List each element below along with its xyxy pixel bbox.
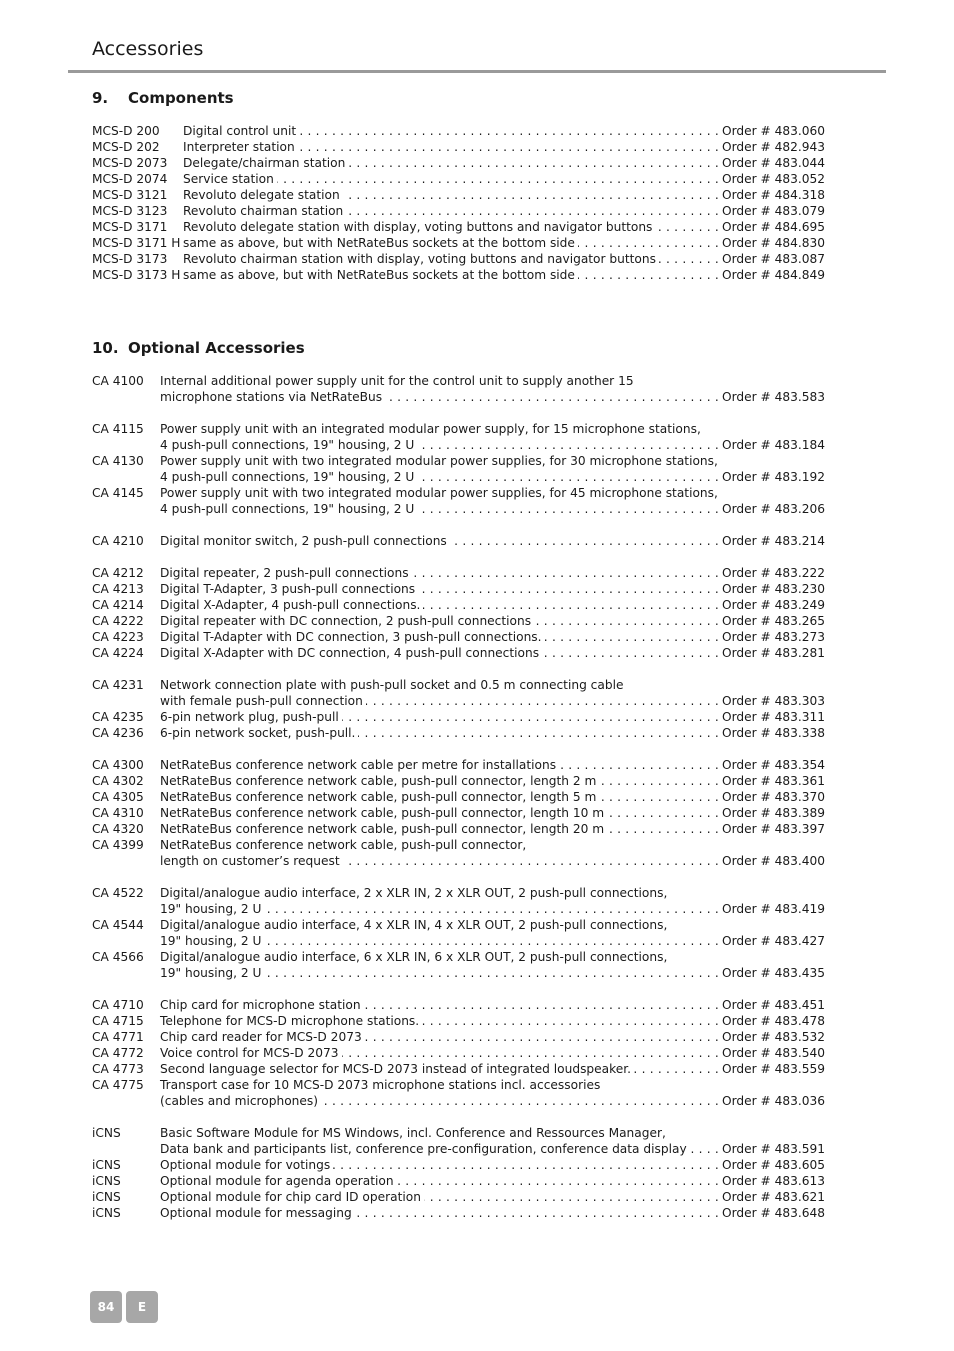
item-code: CA 4302 — [92, 774, 144, 788]
item-description: NetRateBus conference network cable, push-pull connector, length 10 m — [160, 806, 605, 820]
order-number: Order # 483.370 — [722, 790, 825, 804]
dot-leader — [264, 965, 719, 981]
dot-leader — [364, 997, 719, 1013]
order-number: Order # 484.849 — [722, 268, 825, 282]
group-spacer — [92, 869, 825, 885]
item-code: CA 4772 — [92, 1046, 144, 1060]
order-number: Order # 483.532 — [722, 1030, 825, 1044]
order-number: Order # 483.427 — [722, 934, 825, 948]
dot-leader — [655, 219, 719, 235]
list-item — [92, 203, 825, 219]
section-number: 9. — [92, 89, 109, 107]
list-item — [92, 421, 825, 453]
item-code: CA 4235 — [92, 710, 144, 724]
group-spacer — [92, 661, 825, 677]
list-item — [92, 1077, 825, 1109]
list-item — [92, 155, 825, 171]
order-number: Order # 483.583 — [722, 390, 825, 404]
item-code: MCS-D 2074 — [92, 172, 168, 186]
order-number: Order # 483.192 — [722, 470, 825, 484]
dot-leader — [385, 389, 719, 405]
optional-accessories-list — [92, 373, 825, 1221]
group-spacer — [92, 405, 825, 421]
item-description: Optional module for messaging — [160, 1206, 352, 1220]
list-item — [92, 1189, 825, 1205]
list-item — [92, 709, 825, 725]
item-description: 4 push-pull connections, 19" housing, 2 U — [160, 470, 415, 484]
item-description: Network connection plate with push-pull socket and 0.5 m connecting cable — [160, 678, 624, 692]
item-code: CA 4775 — [92, 1078, 144, 1092]
item-code: MCS-D 200 — [92, 124, 160, 138]
components-heading — [92, 89, 234, 107]
order-number: Order # 483.605 — [722, 1158, 825, 1172]
item-description: Digital control unit — [183, 124, 297, 138]
list-item — [92, 171, 825, 187]
list-item — [92, 949, 825, 981]
dot-leader — [634, 1061, 719, 1077]
dot-leader — [342, 709, 719, 725]
dot-leader — [417, 469, 719, 485]
item-description: Digital T-Adapter with DC connection, 3 push-pull connections. — [160, 630, 542, 644]
list-item — [92, 219, 825, 235]
order-number: Order # 483.206 — [722, 502, 825, 516]
item-code: CA 4710 — [92, 998, 144, 1012]
dot-leader — [607, 821, 719, 837]
list-item — [92, 1173, 825, 1189]
order-number: Order # 483.648 — [722, 1206, 825, 1220]
dot-leader — [355, 1205, 719, 1221]
list-item — [92, 917, 825, 949]
group-spacer — [92, 981, 825, 997]
item-description: length on customer’s request — [160, 854, 340, 868]
dot-leader — [264, 933, 719, 949]
item-description: 4 push-pull connections, 19" housing, 2 U — [160, 438, 415, 452]
dot-leader — [534, 613, 719, 629]
item-code: MCS-D 3121 — [92, 188, 168, 202]
item-description: same as above, but with NetRateBus sockets at the bottom side — [183, 236, 575, 250]
list-item — [92, 789, 825, 805]
order-number: Order # 484.830 — [722, 236, 825, 250]
item-code: MCS-D 3123 — [92, 204, 168, 218]
group-spacer — [92, 517, 825, 533]
item-description: Voice control for MCS-D 2073 — [160, 1046, 339, 1060]
order-number: Order # 483.230 — [722, 582, 825, 596]
list-item — [92, 1061, 825, 1077]
list-item — [92, 251, 825, 267]
section-title: Components — [128, 89, 234, 107]
list-item — [92, 187, 825, 203]
item-description: NetRateBus conference network cable, push-pull connector, length 2 m — [160, 774, 597, 788]
item-description: Digital X-Adapter with DC connection, 4 push-pull connections — [160, 646, 540, 660]
list-item — [92, 645, 825, 661]
item-code: CA 4399 — [92, 838, 144, 852]
list-item — [92, 757, 825, 773]
list-item — [92, 267, 825, 283]
dot-leader — [333, 1157, 719, 1173]
optional-accessories-heading — [92, 339, 305, 357]
group-spacer — [92, 549, 825, 565]
item-code: MCS-D 3173 H — [92, 268, 181, 282]
order-number: Order # 483.400 — [722, 854, 825, 868]
list-item — [92, 1157, 825, 1173]
dot-leader — [422, 1013, 719, 1029]
item-description: microphone stations via NetRateBus — [160, 390, 383, 404]
item-code: CA 4310 — [92, 806, 144, 820]
item-description: Internal additional power supply unit for the control unit to supply another 15 — [160, 374, 634, 388]
order-number: Order # 483.389 — [722, 806, 825, 820]
list-item — [92, 1045, 825, 1061]
dot-leader — [321, 1093, 719, 1109]
dot-leader — [578, 267, 719, 283]
list-item — [92, 613, 825, 629]
item-description: Power supply unit with two integrated modular power supplies, for 30 microphone stations, — [160, 454, 718, 468]
order-number: Order # 483.060 — [722, 124, 825, 138]
list-item — [92, 1205, 825, 1221]
order-number: Order # 483.052 — [722, 172, 825, 186]
item-description: NetRateBus conference network cable, push-pull connector, length 20 m — [160, 822, 605, 836]
item-description: Telephone for MCS-D microphone stations. — [160, 1014, 420, 1028]
order-number: Order # 483.044 — [722, 156, 825, 170]
order-number: Order # 483.451 — [722, 998, 825, 1012]
dot-leader — [599, 789, 719, 805]
order-number: Order # 483.338 — [722, 726, 825, 740]
item-description: Optional module for chip card ID operation — [160, 1190, 421, 1204]
item-code: CA 4130 — [92, 454, 144, 468]
item-code: CA 4320 — [92, 822, 144, 836]
list-item — [92, 565, 825, 581]
dot-leader — [299, 123, 719, 139]
item-description: Revoluto delegate station with display, voting buttons and navigator buttons — [183, 220, 653, 234]
item-code: CA 4771 — [92, 1030, 144, 1044]
order-number: Order # 483.354 — [722, 758, 825, 772]
item-description: 19" housing, 2 U — [160, 934, 262, 948]
item-code: CA 4222 — [92, 614, 144, 628]
order-number: Order # 483.540 — [722, 1046, 825, 1060]
dot-leader — [450, 533, 719, 549]
group-spacer — [92, 1109, 825, 1125]
list-item — [92, 123, 825, 139]
dot-leader — [417, 437, 719, 453]
item-description: Digital repeater with DC connection, 2 push-pull connections — [160, 614, 532, 628]
item-description: Optional module for votings — [160, 1158, 331, 1172]
order-number: Order # 483.087 — [722, 252, 825, 266]
item-description: Digital T-Adapter, 3 push-pull connections — [160, 582, 416, 596]
dot-leader — [423, 597, 719, 613]
item-code: MCS-D 3171 H — [92, 236, 181, 250]
dot-leader — [607, 805, 719, 821]
item-description: (cables and microphones) — [160, 1094, 318, 1108]
order-number: Order # 483.222 — [722, 566, 825, 580]
item-code: CA 4223 — [92, 630, 144, 644]
item-description: Service station — [183, 172, 274, 186]
order-number: Order # 483.184 — [722, 438, 825, 452]
header-divider — [68, 70, 886, 73]
item-code: CA 4213 — [92, 582, 144, 596]
components-list — [92, 123, 825, 283]
order-number: Order # 484.318 — [722, 188, 825, 202]
item-code: iCNS — [92, 1190, 121, 1204]
dot-leader — [277, 171, 719, 187]
order-number: Order # 483.249 — [722, 598, 825, 612]
list-item — [92, 373, 825, 405]
order-number: Order # 483.265 — [722, 614, 825, 628]
dot-leader — [348, 155, 719, 171]
dot-leader — [412, 565, 719, 581]
item-code: CA 4224 — [92, 646, 144, 660]
order-number: Order # 483.419 — [722, 902, 825, 916]
dot-leader — [264, 901, 719, 917]
item-code: MCS-D 2073 — [92, 156, 168, 170]
list-item — [92, 1029, 825, 1045]
item-description: Power supply unit with two integrated modular power supplies, for 45 microphone stations, — [160, 486, 718, 500]
dot-leader — [343, 187, 719, 203]
item-code: CA 4212 — [92, 566, 144, 580]
dot-leader — [298, 139, 719, 155]
list-item — [92, 805, 825, 821]
item-description: 19" housing, 2 U — [160, 902, 262, 916]
item-code: iCNS — [92, 1174, 121, 1188]
item-code: iCNS — [92, 1206, 121, 1220]
list-item — [92, 677, 825, 709]
item-code: CA 4715 — [92, 1014, 144, 1028]
dot-leader — [365, 1029, 719, 1045]
order-number: Order # 483.079 — [722, 204, 825, 218]
item-code: CA 4300 — [92, 758, 144, 772]
item-code: CA 4115 — [92, 422, 144, 436]
list-item — [92, 629, 825, 645]
item-code: CA 4236 — [92, 726, 144, 740]
item-code: CA 4145 — [92, 486, 144, 500]
item-code: CA 4773 — [92, 1062, 144, 1076]
section-number: 10. — [92, 339, 119, 357]
dot-leader — [578, 235, 719, 251]
item-code: iCNS — [92, 1158, 121, 1172]
list-item — [92, 597, 825, 613]
order-number: Order # 484.695 — [722, 220, 825, 234]
dot-leader — [418, 581, 719, 597]
item-description: 4 push-pull connections, 19" housing, 2 U — [160, 502, 415, 516]
item-description: NetRateBus conference network cable, push-pull connector, — [160, 838, 527, 852]
item-code: iCNS — [92, 1126, 121, 1140]
list-item — [92, 773, 825, 789]
item-description: Revoluto chairman station with display, voting buttons and navigator buttons — [183, 252, 656, 266]
order-number: Order # 483.361 — [722, 774, 825, 788]
page-header-title: Accessories — [92, 38, 204, 60]
language-badge: E — [126, 1291, 158, 1323]
item-description: Revoluto delegate station — [183, 188, 340, 202]
list-item — [92, 581, 825, 597]
order-number: Order # 483.273 — [722, 630, 825, 644]
item-description: Digital X-Adapter, 4 push-pull connections. — [160, 598, 421, 612]
order-number: Order # 483.397 — [722, 822, 825, 836]
list-item — [92, 997, 825, 1013]
item-description: Digital repeater, 2 push-pull connections — [160, 566, 409, 580]
item-code: CA 4305 — [92, 790, 144, 804]
item-code: CA 4566 — [92, 950, 144, 964]
item-description: NetRateBus conference network cable, push-pull connector, length 5 m — [160, 790, 597, 804]
list-item — [92, 821, 825, 837]
list-item — [92, 725, 825, 741]
item-description: 19" housing, 2 U — [160, 966, 262, 980]
list-item — [92, 1125, 825, 1157]
order-number: Order # 483.036 — [722, 1094, 825, 1108]
list-item — [92, 485, 825, 517]
order-number: Order # 483.281 — [722, 646, 825, 660]
list-item — [92, 139, 825, 155]
list-item — [92, 885, 825, 917]
dot-leader — [545, 629, 719, 645]
section-title: Optional Accessories — [128, 339, 305, 357]
order-number: Order # 483.435 — [722, 966, 825, 980]
dot-leader — [343, 853, 719, 869]
item-description: Basic Software Module for MS Windows, incl. Conference and Ressources Manager, — [160, 1126, 666, 1140]
item-description: Digital monitor switch, 2 push-pull connections — [160, 534, 447, 548]
order-number: Order # 483.478 — [722, 1014, 825, 1028]
dot-leader — [542, 645, 719, 661]
page-number-badge: 84 — [90, 1291, 122, 1323]
order-number: Order # 483.591 — [722, 1142, 825, 1156]
item-description: NetRateBus conference network cable per metre for installations — [160, 758, 557, 772]
item-description: same as above, but with NetRateBus sockets at the bottom side — [183, 268, 575, 282]
item-description: Chip card for microphone station — [160, 998, 361, 1012]
order-number: Order # 483.311 — [722, 710, 825, 724]
dot-leader — [358, 725, 719, 741]
item-description: with female push-pull connection — [160, 694, 363, 708]
dot-leader — [366, 693, 719, 709]
item-code: CA 4100 — [92, 374, 144, 388]
order-number: Order # 483.303 — [722, 694, 825, 708]
item-code: CA 4544 — [92, 918, 144, 932]
item-description: Interpreter station — [183, 140, 295, 154]
item-code: MCS-D 3173 — [92, 252, 168, 266]
item-code: MCS-D 202 — [92, 140, 160, 154]
dot-leader — [424, 1189, 719, 1205]
item-description: Second language selector for MCS-D 2073 instead of integrated loudspeaker. — [160, 1062, 632, 1076]
item-description: 6-pin network plug, push-pull — [160, 710, 339, 724]
item-description: Revoluto chairman station — [183, 204, 344, 218]
dot-leader — [346, 203, 719, 219]
item-description: Optional module for agenda operation — [160, 1174, 394, 1188]
item-code: CA 4210 — [92, 534, 144, 548]
item-description: Delegate/chairman station — [183, 156, 346, 170]
dot-leader — [397, 1173, 719, 1189]
item-description: Data bank and participants list, conference pre-configuration, conference data display — [160, 1142, 687, 1156]
item-description: Digital/analogue audio interface, 6 x XLR IN, 6 x XLR OUT, 2 push-pull connections, — [160, 950, 668, 964]
order-number: Order # 483.613 — [722, 1174, 825, 1188]
dot-leader — [690, 1141, 719, 1157]
order-number: Order # 483.559 — [722, 1062, 825, 1076]
item-description: Digital/analogue audio interface, 2 x XLR IN, 2 x XLR OUT, 2 push-pull connections, — [160, 886, 668, 900]
dot-leader — [559, 757, 719, 773]
list-item — [92, 1013, 825, 1029]
item-description: 6-pin network socket, push-pull. — [160, 726, 356, 740]
dot-leader — [599, 773, 719, 789]
dot-leader — [659, 251, 719, 267]
item-description: Power supply unit with an integrated modular power supply, for 15 microphone stations, — [160, 422, 701, 436]
item-description: Chip card reader for MCS-D 2073 — [160, 1030, 362, 1044]
item-description: Digital/analogue audio interface, 4 x XLR IN, 4 x XLR OUT, 2 push-pull connections, — [160, 918, 668, 932]
order-number: Order # 482.943 — [722, 140, 825, 154]
list-item — [92, 453, 825, 485]
order-number: Order # 483.214 — [722, 534, 825, 548]
item-code: CA 4231 — [92, 678, 144, 692]
list-item — [92, 235, 825, 251]
group-spacer — [92, 741, 825, 757]
order-number: Order # 483.621 — [722, 1190, 825, 1204]
item-description: Transport case for 10 MCS-D 2073 microphone stations incl. accessories — [160, 1078, 601, 1092]
item-code: CA 4214 — [92, 598, 144, 612]
dot-leader — [342, 1045, 720, 1061]
list-item — [92, 533, 825, 549]
item-code: CA 4522 — [92, 886, 144, 900]
list-item — [92, 837, 825, 869]
item-code: MCS-D 3171 — [92, 220, 168, 234]
dot-leader — [417, 501, 719, 517]
